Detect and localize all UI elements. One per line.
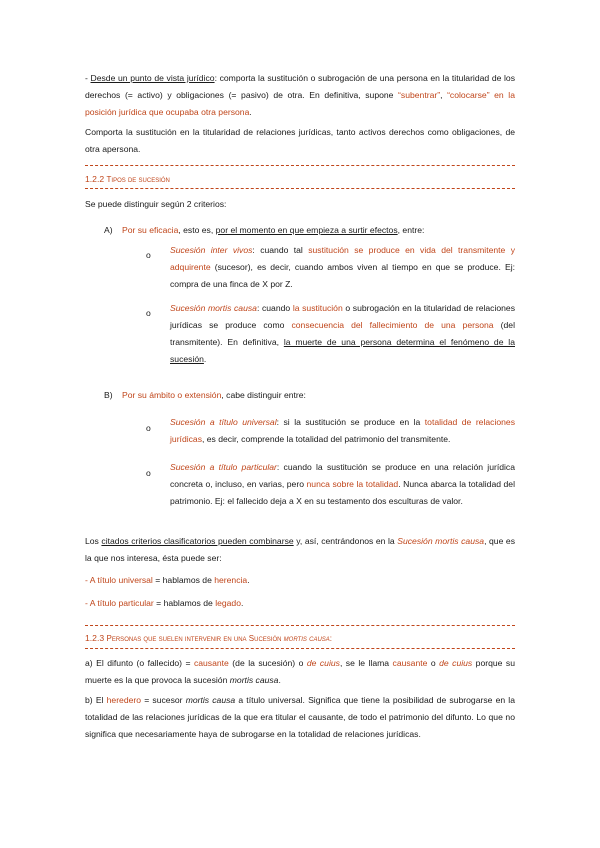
person-a-red: causante [392, 658, 428, 668]
person-a-text: . [278, 675, 281, 685]
combine-underlined: citados criterios clasificatorios pueden combinarse [101, 536, 294, 546]
intro-red-1: “subentrar” [398, 90, 441, 100]
intro-underlined: Desde un punto de vista jurídico [90, 73, 215, 83]
particular-label: - A título particular [85, 598, 154, 608]
person-b-red: heredero [106, 695, 142, 705]
list-item-universal [170, 414, 515, 448]
particular-line [85, 595, 515, 612]
item-red: totalidad de relaciones jurídicas [170, 417, 515, 444]
intro-end: . [249, 107, 252, 117]
item-text: (sucesor), es decir, cuando ambos viven al tiempo en que se produce. Ej: compra de una finca de X por Z. [170, 262, 515, 289]
item-text: . Nunca abarca la totalidad del patrimonio. Ej: el fallecido deja a X en su testamento dos esculturas de valor. [170, 479, 515, 506]
person-b-text: b) El [85, 695, 107, 705]
universal-line [85, 572, 515, 589]
item-text: , es decir, comprende la totalidad del patrimonio del transmitente. [202, 434, 451, 444]
person-a-text: , se le llama [339, 658, 393, 668]
bullet-icon: o [146, 308, 151, 318]
bullet-icon: o [146, 250, 151, 260]
criterion-a-underlined: por el momento en que empieza a surtir efectos [215, 225, 398, 235]
combine-text: Los [85, 536, 102, 546]
person-a-text: (de la sucesión) o [228, 658, 307, 668]
term-universal: Sucesión a título universal [170, 417, 277, 427]
bullet-icon: o [146, 468, 151, 478]
universal-end: . [247, 575, 250, 585]
person-b-italic: mortis causa [185, 695, 236, 705]
person-b-text: = sucesor [141, 695, 186, 705]
person-a-red: causante [193, 658, 229, 668]
list-item-inter-vivos [170, 242, 515, 293]
item-red: la sustitución [292, 303, 343, 313]
universal-label: - A título universal [85, 575, 153, 585]
combine-text: , que es la que nos interesa, ésta puede ser: [85, 536, 515, 563]
person-a-italic: mortis causa [229, 675, 279, 685]
particular-text: = hablamos de [153, 598, 216, 608]
person-a-text: a) El difunto (o fallecido) = [85, 658, 194, 668]
criterion-letter-a: A) [104, 225, 113, 235]
combine-paragraph [85, 533, 515, 567]
intro-red-2: “colocarse” en la posición jurídica que ocupaba otra persona [85, 90, 515, 117]
criterion-b-title: Por su ámbito o extensión [122, 390, 222, 400]
criterion-a-title: Por su eficacia [122, 225, 179, 235]
item-red: consecuencia del fallecimiento de una persona [291, 320, 494, 330]
section-title: Personas que suelen intervenir en una Sucesión [106, 634, 284, 643]
term-particular: Sucesión a título particular [170, 462, 277, 472]
criterion-a-text-2: , entre: [397, 225, 425, 235]
person-b-text: a título universal. Significa que tiene la posibilidad de subrogarse en la totalidad de las relaciones jurídicas de la que era titular el causante, de todo el patrimonio del difunto. Lo que no significa que necesariamente haya de subrogarse en la totalidad de relaciones jurídicas. [85, 695, 516, 739]
section-divider [85, 188, 515, 189]
section-heading-1-2-3 [85, 632, 332, 645]
term-inter-vivos: Sucesión inter vivos [170, 245, 253, 255]
combine-red: Sucesión mortis causa [397, 536, 485, 546]
criterion-letter-b: B) [104, 390, 113, 400]
universal-term: herencia [214, 575, 248, 585]
section-title-end: : [329, 634, 333, 643]
combine-text: y, así, centrándonos en la [293, 536, 398, 546]
bullet-icon: o [146, 423, 151, 433]
person-a-red: de cuius [439, 658, 473, 668]
term-mortis-causa: Sucesión mortis causa [170, 303, 257, 313]
section-number: 1.2.3 [85, 633, 107, 643]
item-text: o subrogación en la titularidad de relaciones jurídicas se produce como [170, 303, 516, 330]
intro-sep: , [440, 90, 448, 100]
section-divider [85, 648, 515, 649]
item-text: (del transmitente). En definitiva, [170, 320, 516, 347]
item-text: . [203, 354, 207, 364]
item-text: : cuando la sustitución se produce en una relación jurídica concreta o, incluso, en varias, pero [170, 462, 515, 489]
person-a-paragraph [85, 655, 515, 689]
criterion-a [122, 222, 515, 239]
item-text: : cuando tal [252, 245, 309, 255]
second-paragraph: Comporta la sustitución en la titularidad de relaciones jurídicas, tanto activos derechos como obligaciones, de otra apersona. [85, 127, 515, 154]
particular-end: . [241, 598, 244, 608]
section-heading-1-2-2 [85, 173, 170, 186]
person-a-red: de cuius [306, 658, 340, 668]
person-b-paragraph [85, 692, 515, 743]
section-number: 1.2.2 [85, 174, 107, 184]
person-a-text: porque su muerte es la que provoca la sucesión [85, 658, 515, 685]
particular-term: legado [215, 598, 241, 608]
item-underlined: la muerte de una persona determina el fenómeno de la sucesión [170, 337, 515, 364]
section-divider [85, 625, 515, 626]
item-red: nunca sobre la totalidad [306, 479, 399, 489]
section-title: Tipos de sucesión [106, 175, 170, 184]
section-divider [85, 165, 515, 166]
item-red: sustitución se produce en vida del transmitente y adquirente [170, 245, 516, 272]
list-item-particular [170, 459, 515, 510]
universal-text: = hablamos de [152, 575, 215, 585]
intro-dash: - [85, 73, 91, 83]
section-title-italic: mortis causa [283, 634, 330, 643]
list-item-mortis-causa [170, 300, 515, 368]
item-text: : cuando [256, 303, 293, 313]
item-text: : si la sustitución se produce en la [276, 417, 425, 427]
criteria-intro: Se puede distinguir según 2 criterios: [85, 199, 227, 209]
intro-text: : comporta la sustitución o subrogación de una persona en la titularidad de los derechos (= activo) y obligaciones (= pasivo) de otra. En definitiva, supone [85, 73, 516, 100]
person-a-text: o [427, 658, 440, 668]
criterion-b-text: , cabe distinguir entre: [221, 390, 306, 400]
criterion-b [122, 387, 515, 404]
criterion-a-text: , esto es, [178, 225, 216, 235]
intro-paragraph [85, 70, 515, 121]
